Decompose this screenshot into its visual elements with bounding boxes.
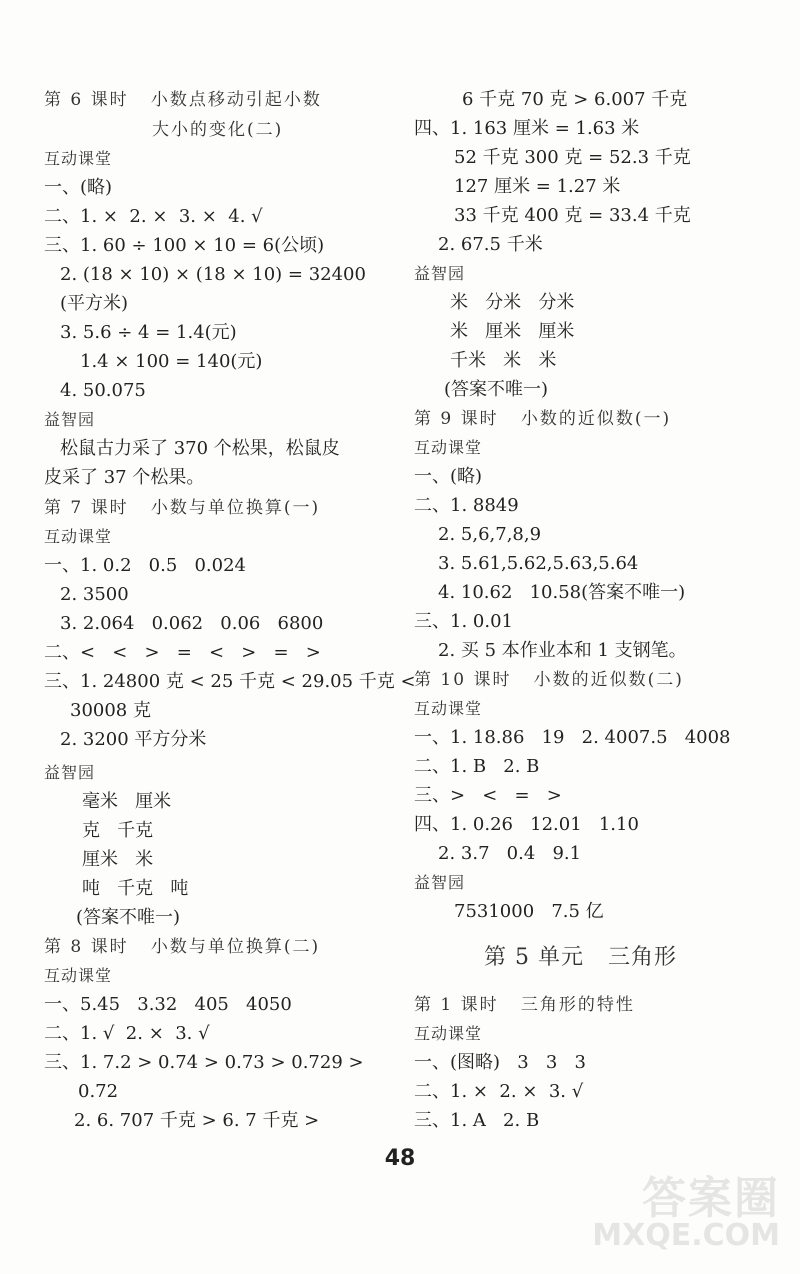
answer-line: 三、1. 7.2 > 0.74 > 0.73 > 0.729 > — [44, 1052, 364, 1073]
answer-line: 二、1. 8849 — [414, 495, 519, 516]
lesson-7-title: 第 7 课时 小数与单位换算(一) — [44, 498, 321, 518]
answer-line: (平方米) — [60, 293, 129, 314]
section-heading: 互动课堂 — [44, 966, 113, 985]
section-heading: 益智园 — [414, 264, 466, 283]
answer-line: 2. (18 × 10) × (18 × 10) = 32400 — [60, 264, 366, 285]
lesson-1-title: 第 1 课时 三角形的特性 — [414, 995, 635, 1015]
answer-line: 一、(略) — [44, 177, 113, 198]
answer-line: 2. 6. 707 千克 > 6. 7 千克 > — [74, 1110, 320, 1131]
answer-line: 2. 67.5 千米 — [438, 234, 543, 255]
unit-5-title: 第 5 单元 三角形 — [484, 945, 677, 970]
watermark — [590, 1162, 780, 1262]
answer-line: 米 分米 分米 — [450, 292, 575, 313]
section-heading: 互动课堂 — [44, 149, 113, 168]
watermark-url: MXQE.COM — [592, 1218, 780, 1253]
answer-line: 三、1. 60 ÷ 100 × 10 = 6(公顷) — [44, 235, 325, 256]
answer-line: 3. 5.61,5.62,5.63,5.64 — [438, 553, 639, 574]
answer-line: 52 千克 300 克 = 52.3 千克 — [454, 147, 691, 168]
answer-line: 三、1. 0.01 — [414, 611, 513, 632]
answer-line: 33 千克 400 克 = 33.4 千克 — [454, 205, 691, 226]
answer-line: 三、> < = > — [414, 785, 562, 806]
answer-line: 1.4 × 100 = 140(元) — [80, 351, 263, 372]
answer-line: 3. 5.6 ÷ 4 = 1.4(元) — [60, 322, 237, 343]
watermark-logo: 答案圈 — [642, 1173, 780, 1224]
lesson-6-title-cont: 大小的变化(二) — [152, 120, 284, 140]
answer-line: 2. 买 5 本作业本和 1 支钢笔。 — [438, 640, 687, 661]
answer-line: 4. 50.075 — [60, 380, 146, 401]
answer-line: 二、1. √ 2. × 3. √ — [44, 1023, 210, 1044]
lesson-8-title: 第 8 课时 小数与单位换算(二) — [44, 937, 321, 957]
answer-line: 千米 米 米 — [450, 350, 557, 371]
answer-line: 7531000 7.5 亿 — [454, 901, 604, 922]
answer-line: 2. 5,6,7,8,9 — [438, 524, 542, 545]
answer-line: 3. 2.064 0.062 0.06 6800 — [60, 613, 324, 634]
section-heading: 互动课堂 — [414, 699, 483, 718]
answer-line: 三、1. A 2. B — [414, 1110, 540, 1131]
section-heading: 互动课堂 — [44, 527, 113, 546]
answer-line: 0.72 — [78, 1081, 119, 1102]
answer-line: 一、(图略) 3 3 3 — [414, 1052, 586, 1073]
answer-line: (答案不唯一) — [76, 907, 181, 928]
answer-line: 吨 千克 吨 — [82, 878, 189, 899]
answer-line: (答案不唯一) — [444, 379, 549, 400]
answer-line: 厘米 米 — [82, 849, 154, 870]
answer-line: 2. 3.7 0.4 9.1 — [438, 843, 582, 864]
answer-line: 皮采了 37 个松果。 — [44, 467, 205, 488]
answer-line: 2. 3200 平方分米 — [60, 729, 207, 750]
answer-line: 毫米 厘米 — [82, 791, 172, 812]
answer-line: 四、1. 163 厘米 = 1.63 米 — [414, 118, 640, 139]
answer-line: 二、< < > = < > = > — [44, 642, 321, 663]
answer-line: 克 千克 — [82, 820, 154, 841]
answer-line: 30008 克 — [70, 700, 151, 721]
section-heading: 互动课堂 — [414, 1024, 483, 1043]
answer-line: 二、1. B 2. B — [414, 756, 540, 777]
answer-line: 一、1. 0.2 0.5 0.024 — [44, 555, 247, 576]
section-heading: 益智园 — [414, 873, 466, 892]
answer-line: 6 千克 70 克 > 6.007 千克 — [462, 89, 688, 110]
section-heading: 益智园 — [44, 410, 96, 429]
answer-line: 一、1. 18.86 19 2. 4007.5 4008 — [414, 727, 731, 748]
answer-line: 一、5.45 3.32 405 4050 — [44, 994, 292, 1015]
answer-line: 米 厘米 厘米 — [450, 321, 575, 342]
answer-line: 二、1. × 2. × 3. √ — [414, 1081, 584, 1102]
lesson-6-title: 第 6 课时 小数点移动引起小数 — [44, 90, 322, 110]
answer-line: 一、(略) — [414, 466, 483, 487]
lesson-10-title: 第 10 课时 小数的近似数(二) — [414, 670, 684, 690]
answer-line: 4. 10.62 10.58(答案不唯一) — [438, 582, 686, 603]
answer-line: 松鼠古力采了 370 个松果，松鼠皮 — [60, 438, 340, 459]
answer-line: 四、1. 0.26 12.01 1.10 — [414, 814, 639, 835]
lesson-9-title: 第 9 课时 小数的近似数(一) — [414, 409, 672, 429]
section-heading: 互动课堂 — [414, 438, 483, 457]
answer-line: 二、1. × 2. × 3. × 4. √ — [44, 206, 263, 227]
page-number: 48 — [384, 1146, 416, 1171]
answer-line: 127 厘米 = 1.27 米 — [454, 176, 621, 197]
answer-line: 2. 3500 — [60, 584, 129, 605]
section-heading: 益智园 — [44, 763, 96, 782]
answer-line: 三、1. 24800 克 < 25 千克 < 29.05 千克 < — [44, 671, 416, 692]
